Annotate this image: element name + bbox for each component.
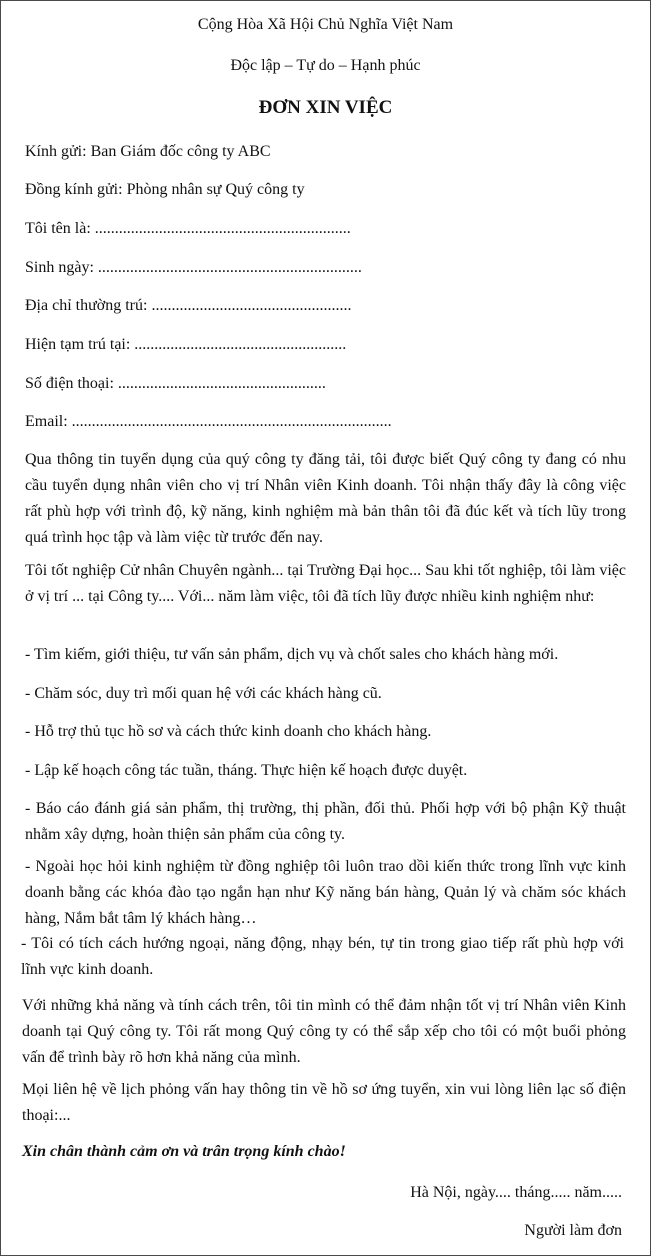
experience-item: - Lập kế hoạch công tác tuần, tháng. Thực hiện kế hoạch được duyệt.: [25, 762, 468, 779]
experience-item: - Báo cáo đánh giá sản phẩm, thị trường, thị phần, đối thủ. Phối hợp với bộ phận Kỹ thuật nhằm xây dựng, hoàn thiện sản phẩm của công ty.: [25, 800, 626, 843]
capability-paragraph: Với những khả năng và tính cách trên, tôi tin mình có thể đảm nhận tốt vị trí Nhân viên Kinh doanh tại Quý công ty. Tôi rất mong Quý công ty có thể sắp xếp cho tôi có một buổi phỏng vấn để trình bày rõ hơn khả năng của mình.: [22, 997, 626, 1066]
education-paragraph: Tôi tốt nghiệp Cử nhân Chuyên ngành... tại Trường Đại học... Sau khi tốt nghiệp, tôi làm việc ở vị trí ... tại Công ty.... Với... năm làm việc, tôi đã tích lũy được nhiều kinh nghiệm như:: [25, 562, 626, 605]
experience-item: - Ngoài học hỏi kinh nghiệm từ đồng nghiệp tôi luôn trao dồi kiến thức trong lĩnh vực kinh doanh bằng các khóa đào tạo ngắn hạn như Kỹ năng bán hàng, Quản lý và chăm sóc khách hàng, Nắm bắt tâm lý khách hàng…: [25, 858, 626, 927]
personality-item: - Tôi có tích cách hướng ngoại, năng động, nhạy bén, tự tin trong giao tiếp rất phù hợp với lĩnh vực kinh doanh.: [21, 935, 624, 978]
experience-item: - Tìm kiếm, giới thiệu, tư vấn sản phẩm, dịch vụ và chốt sales cho khách hàng mới.: [25, 646, 559, 663]
experience-item: - Chăm sóc, duy trì mối quan hệ với các khách hàng cũ.: [25, 685, 382, 702]
intro-paragraph: Qua thông tin tuyển dụng của quý công ty đăng tải, tôi được biết Quý công ty đang có nhu cầu tuyển dụng nhân viên cho vị trí Nhân viên Kinh doanh. Tôi nhận thấy đây là công việc rất phù hợp với trình độ, kỹ năng, kinh nghiệm mà bản thân tôi đã đúc kết và tích lũy trong quá trình học tập và làm việc từ trước đến nay.: [25, 451, 626, 546]
temporary-address-field: Hiện tạm trú tại: .....................................................: [25, 336, 347, 353]
motto-heading: Độc lập – Tự do – Hạnh phúc: [230, 57, 421, 74]
phone-field: Số điện thoại: ....................................................: [25, 375, 326, 392]
cc-recipient-line: Đồng kính gửi: Phòng nhân sự Quý công ty: [25, 181, 305, 198]
experience-item: - Hỗ trợ thủ tục hồ sơ và cách thức kinh doanh cho khách hàng.: [25, 723, 432, 740]
document-title: ĐƠN XIN VIỆC: [258, 97, 393, 118]
name-field: Tôi tên là: ................................................................: [25, 220, 351, 237]
dob-field: Sinh ngày: ..................................................................: [25, 259, 362, 276]
closing-thanks: Xin chân thành cảm ơn và trân trọng kính chào!: [22, 1143, 346, 1160]
signer-label: Người làm đơn: [524, 1222, 622, 1239]
nation-heading: Cộng Hòa Xã Hội Chủ Nghĩa Việt Nam: [197, 16, 454, 33]
recipient-line: Kính gửi: Ban Giám đốc công ty ABC: [25, 143, 271, 160]
place-date-line: Hà Nội, ngày.... tháng..... năm.....: [410, 1184, 622, 1201]
contact-paragraph: Mọi liên hệ về lịch phỏng vấn hay thông tin về hồ sơ ứng tuyển, xin vui lòng liên lạc số điện thoại:...: [22, 1081, 626, 1124]
permanent-address-field: Địa chỉ thường trú: ..................................................: [25, 297, 352, 314]
email-field: Email: ................................................................................: [25, 413, 392, 430]
